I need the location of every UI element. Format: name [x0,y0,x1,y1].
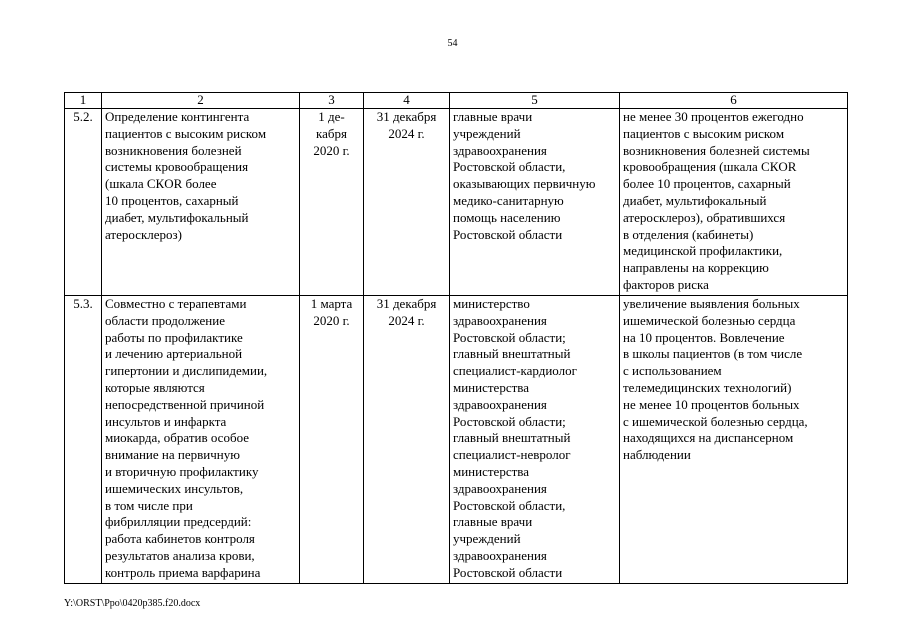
cell-line: не менее 10 процентов больных [623,396,800,412]
file-path-footer: Y:\ORST\Ppo\0420p385.f20.docx [64,598,201,609]
cell-line: в том числе при [105,497,193,513]
cell-line: работа кабинетов контроля [105,531,255,547]
cell-line: Совместно с терапевтами [105,296,247,311]
cell-line: 2024 г. [388,312,425,328]
cell-line: области продолжение [105,312,225,328]
cell-line: более 10 процентов, сахарный [623,176,791,192]
cell-line: не менее 30 процентов ежегодно [623,109,804,124]
cell-line: 10 процентов, сахарный [105,192,239,208]
cell-line: увеличение выявления больных [623,296,800,311]
row-number-cell: 5.2. [65,109,102,296]
cell-line: (шкала СКOR более [105,176,217,192]
header-cell: 4 [364,93,450,109]
end-date-cell [364,296,450,584]
task-cell [102,296,300,584]
cell-line: Ростовской области [453,226,563,242]
cell-line: результатов анализа крови, [105,547,255,563]
cell-line: Ростовской области, [453,497,566,513]
cell-line: 1 де- [318,109,345,124]
cell-line: и лечению артериальной [105,346,243,362]
cell-line: миокарда, обратив особое [105,430,249,446]
cell-line: оказывающих первичную [453,176,596,192]
cell-line: находящихся на диспансерном [623,430,794,446]
cell-line: пациентов с высоким риском [623,125,785,141]
cell-line: медицинской профилактики, [623,243,783,259]
row-number-cell: 5.3. [65,296,102,584]
cell-line: фибрилляции предсердий: [105,514,252,530]
cell-line: главные врачи [453,109,533,124]
cell-line: здравоохранения [453,312,547,328]
cell-line: атеросклероз) [105,226,183,242]
cell-line: здравоохранения [453,396,547,412]
table-row [65,296,848,584]
cell-line: главный внештатный [453,346,571,362]
cell-line: Ростовской области; [453,413,566,429]
cell-line: 2020 г. [313,142,350,158]
cell-line: министерства [453,379,530,395]
cell-line: контроль приема варфарина [105,564,261,580]
cell-line: медико-санитарную [453,192,564,208]
cell-line: кабря [316,125,347,141]
cell-line: Ростовской области, [453,159,566,175]
cell-line: в отделения (кабинеты) [623,226,754,242]
cell-line: специалист-кардиолог [453,363,577,379]
cell-line: учреждений [453,531,521,547]
cell-line: 31 декабря [376,296,437,311]
table-header-row [65,93,848,109]
page-number: 54 [447,38,458,49]
start-date-cell [300,109,364,296]
cell-line: ишемических инсультов, [105,480,244,496]
cell-line: с использованием [623,363,722,379]
cell-line: здравоохранения [453,480,547,496]
cell-line: 2020 г. [313,312,350,328]
cell-line: министерства [453,463,530,479]
cell-line: гипертонии и дислипидемии, [105,363,268,379]
cell-line: внимание на первичную [105,447,240,463]
task-cell [102,109,300,296]
responsible-cell [450,109,620,296]
responsible-cell [450,296,620,584]
cell-line: возникновения болезней системы [623,142,810,158]
cell-line: наблюдении [623,447,691,463]
header-cell: 2 [102,93,300,109]
cell-line: факторов риска [623,276,709,292]
cell-line: Определение контингента [105,109,250,124]
cell-line: пациентов с высоким риском [105,125,267,141]
cell-line: ишемической болезнью сердца [623,312,796,328]
cell-line: направлены на коррекцию [623,260,769,276]
cell-line: 1 марта [310,296,353,311]
cell-line: непосредственной причиной [105,396,265,412]
cell-line: Ростовской области; [453,329,566,345]
cell-line: 31 декабря [376,109,437,124]
cell-line: диабет, мультифокальный [105,209,249,225]
result-cell [620,296,848,584]
cell-line: помощь населению [453,209,561,225]
cell-line: и вторичную профилактику [105,463,259,479]
table-row [65,109,848,296]
cell-line: главные врачи [453,514,533,530]
end-date-cell [364,109,450,296]
cell-line: Ростовской области [453,564,563,580]
header-cell: 6 [620,93,848,109]
cell-line: работы по профилактике [105,329,243,345]
cell-line: 2024 г. [388,125,425,141]
cell-line: министерство [453,296,530,311]
cell-line: главный внештатный [453,430,571,446]
cell-line: атеросклероз), обратившихся [623,209,786,225]
measures-table [64,92,848,584]
cell-line: здравоохранения [453,142,547,158]
start-date-cell [300,296,364,584]
cell-line: здравоохранения [453,547,547,563]
cell-line: которые являются [105,379,205,395]
cell-line: кровообращения (шкала СКOR [623,159,797,175]
cell-line: телемедицинских технологий) [623,379,792,395]
cell-line: инсультов и инфаркта [105,413,227,429]
cell-line: в школы пациентов (в том числе [623,346,803,362]
cell-line: с ишемической болезнью сердца, [623,413,808,429]
cell-line: диабет, мультифокальный [623,192,767,208]
cell-line: возникновения болезней [105,142,242,158]
cell-line: учреждений [453,125,521,141]
cell-line: на 10 процентов. Вовлечение [623,329,785,345]
header-cell: 5 [450,93,620,109]
result-cell [620,109,848,296]
header-cell: 1 [65,93,102,109]
header-cell: 3 [300,93,364,109]
cell-line: системы кровообращения [105,159,249,175]
cell-line: специалист-невролог [453,447,571,463]
